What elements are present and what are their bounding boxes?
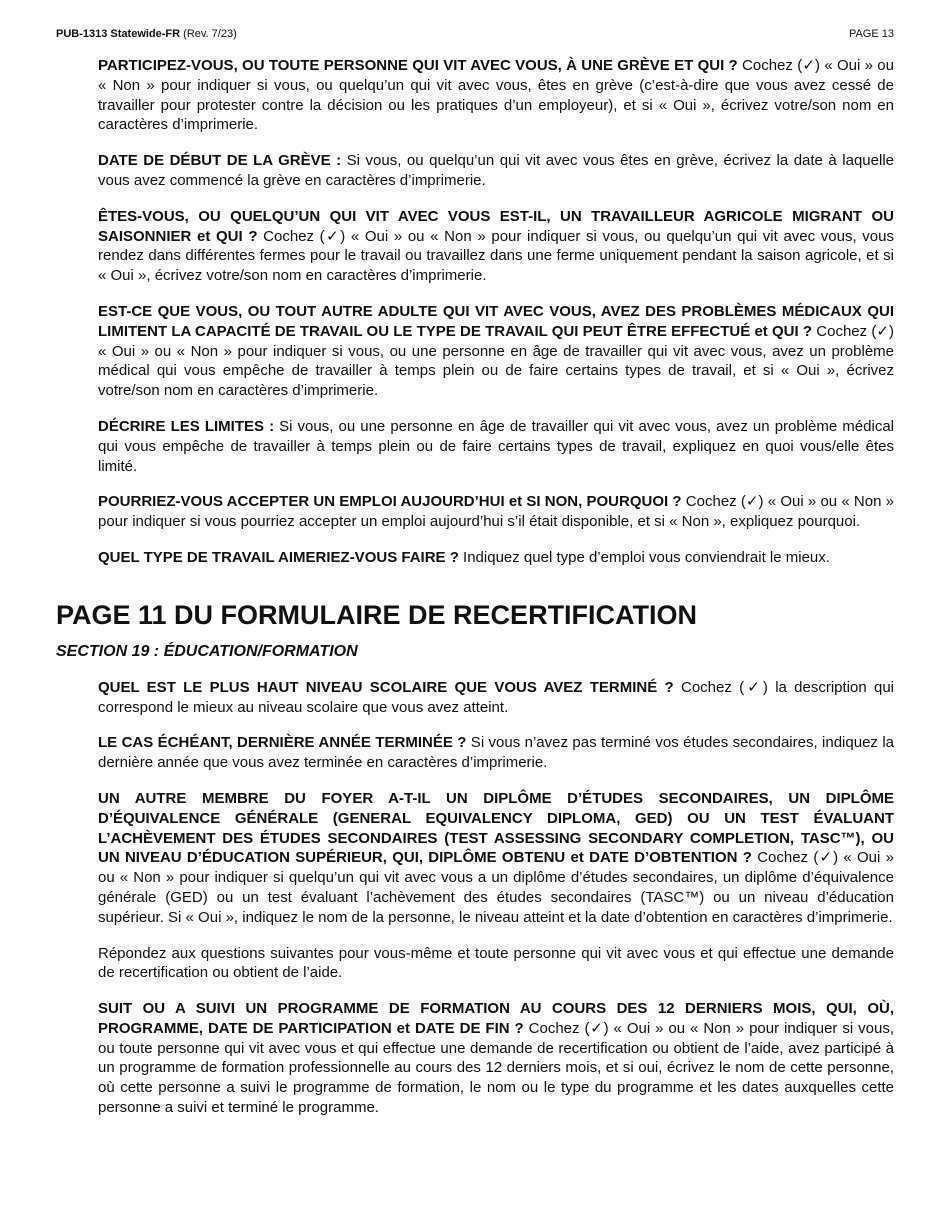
question-label: PARTICIPEZ-VOUS, OU TOUTE PERSONNE QUI VIT AVEC VOUS, À UNE GRÈVE ET QUI ? (98, 57, 738, 74)
document-code: PUB-1313 Statewide-FR (56, 28, 181, 40)
instruction-medical-problems (98, 302, 894, 401)
instruction-text: Si vous, ou quelqu’un qui vit avec vous êtes en grève, écrivez la date à laquelle vous avez commencé la grève en caractères d’imprimerie. (98, 152, 894, 189)
instruction-text: Indiquez quel type d’emploi vous conviendrait le mieux. (458, 548, 830, 566)
question-label: SUIT OU A SUIVI UN PROGRAMME DE FORMATION AU COURS DES 12 DERNIERS MOIS, QUI, OÙ, PROGRAMME, DATE DE PARTICIPATION et DATE DE FIN ? (98, 1000, 894, 1037)
question-label: UN AUTRE MEMBRE DU FOYER A-T-IL UN DIPLÔME D’ÉTUDES SECONDAIRES, UN DIPLÔME D’ÉQUIVALENCE GÉNÉRALE (GENERAL EQUIVALENCY DIPLOMA, GED) OU UN TEST ÉVALUANT L’ACHÈVEMENT DES ÉTUDES SECONDAIRES (TEST ASSESSING SECONDARY COMPLETION, TASC™), OU UN NIVEAU D’ÉDUCATION SUPÉRIEUR, QUI, DIPLÔME OBTENU et DATE D’OBTENTION ? (98, 789, 894, 867)
question-label: LE CAS ÉCHÉANT, DERNIÈRE ANNÉE TERMINÉE ? (98, 734, 467, 752)
question-label: QUEL TYPE DE TRAVAIL AIMERIEZ-VOUS FAIRE ? (98, 548, 459, 566)
question-label: QUEL EST LE PLUS HAUT NIVEAU SCOLAIRE QUE VOUS AVEZ TERMINÉ ? (98, 678, 674, 696)
question-label: POURRIEZ-VOUS ACCEPTER UN EMPLOI AUJOURD’HUI et SI NON, POURQUOI ? (98, 493, 682, 511)
instruction-text: Cochez (✓) « Oui » ou « Non » pour indiquer si vous, ou quelqu’un qui vit avec vous, êtes en grève (c’est-à-dire que vous avez cessé de travailler pour protester contre la décision ou les pratiques d’un employeur), et si « Oui », écrivez votre/son nom en caractères d’imprimerie. (98, 57, 894, 134)
instruction-describe-limits (98, 417, 894, 476)
document-body (56, 56, 894, 1134)
instruction-text: Cochez (✓) la description qui correspond le mieux au niveau scolaire que vous avez atteint. (98, 678, 894, 716)
document-id (56, 28, 237, 40)
page-number: PAGE 13 (848, 28, 894, 40)
instruction-accept-job (98, 492, 894, 532)
instruction-migrant-worker (98, 207, 894, 286)
instruction-text: Répondez aux questions suivantes pour vous-même et toute personne qui vit avec vous et qui effectue une demande de recertification ou obtient de l’aide. (98, 944, 894, 982)
question-label: EST-CE QUE VOUS, OU TOUT AUTRE ADULTE QUI VIT AVEC VOUS, AVEZ DES PROBLÈMES MÉDICAUX QUI LIMITENT LA CAPACITÉ DE TRAVAIL OU LE TYPE DE TRAVAIL QUI PEUT ÊTRE EFFECTUÉ et QUI ? (98, 302, 894, 340)
instruction-training-program (98, 999, 894, 1118)
instruction-last-year (98, 733, 894, 773)
instruction-work-type (98, 548, 894, 568)
page-heading: PAGE 11 DU FORMULAIRE DE RECERTIFICATION (56, 599, 698, 630)
revision-date: (Rev. 7/23) (183, 28, 237, 40)
question-label: DATE DE DÉBUT DE LA GRÈVE : (98, 152, 342, 170)
instruction-strike-start-date (98, 151, 894, 191)
instruction-text: Cochez (✓) « Oui » ou « Non » pour indiquer si vous, ou une personne en âge de travailler qui vit avec vous, avez un problème médical qui vous empêche de travailler à temps plein ou de faire certains types de travail, et si « Oui », écrivez votre/son nom en caractères d’imprimerie. (98, 322, 894, 400)
instruction-text: Cochez (✓) « Oui » ou « Non » pour indiquer si vous, ou quelqu’un qui vit avec vous, vous rendez dans différentes fermes pour le travail ou travaillez dans une ferme uniquement pendant la saison agricole, et si « Oui », écrivez votre/son nom en caractères d’imprimerie. (98, 227, 894, 285)
question-label: DÉCRIRE LES LIMITES : (98, 417, 275, 435)
instruction-household-diploma (98, 789, 894, 928)
instruction-text: Si vous n’avez pas terminé vos études secondaires, indiquez la dernière année que vous avez terminée en caractères d’imprimerie. (98, 734, 894, 772)
instruction-answer-note (98, 944, 894, 984)
instruction-text: Si vous, ou une personne en âge de travailler qui vit avec vous, avez un problème médical qui vous empêche de travailler à temps plein ou de faire certains types de travail, expliquez en quoi vous/elle êtes limité. (98, 417, 894, 475)
instruction-education-level (98, 678, 894, 718)
section-heading: SECTION 19 : ÉDUCATION/FORMATION (56, 642, 358, 660)
instruction-strike (98, 56, 894, 135)
instruction-text: Cochez (✓) « Oui » ou « Non » pour indiquer si vous pourriez accepter un emploi aujourd’hui s’il était disponible, et si « Non », expliquez pourquoi. (98, 493, 894, 531)
instruction-text: Cochez (✓) « Oui » ou « Non » pour indiquer si vous, ou toute personne qui vit avec vous et qui effectue une demande de recertification ou obtient de l’aide, avez participé à un programme de formation professionnelle au cours des 12 derniers mois, et si oui, écrivez le nom de cette personne, où cette personne a suivi le programme de formation, le nom ou le type du programme et les dates auxquelles cette personne a suivi et terminé le programme. (98, 1019, 894, 1117)
question-label: ÊTES-VOUS, OU QUELQU’UN QUI VIT AVEC VOUS EST-IL, UN TRAVAILLEUR AGRICOLE MIGRANT OU SAISONNIER et QUI ? (98, 207, 894, 245)
page-header (56, 28, 894, 44)
instruction-text: Cochez (✓) « Oui » ou « Non » pour indiquer si quelqu’un qui vit avec vous a un diplôme d’études secondaires, un diplôme d’équivalence générale (GED) ou un test évaluant l’achèvement des études secondaires (TASC™) ou un niveau d’éducation supérieur. Si « Oui », indiquez le nom de la personne, le niveau atteint et la date d’obtention en caractères d’imprimerie. (98, 849, 894, 926)
